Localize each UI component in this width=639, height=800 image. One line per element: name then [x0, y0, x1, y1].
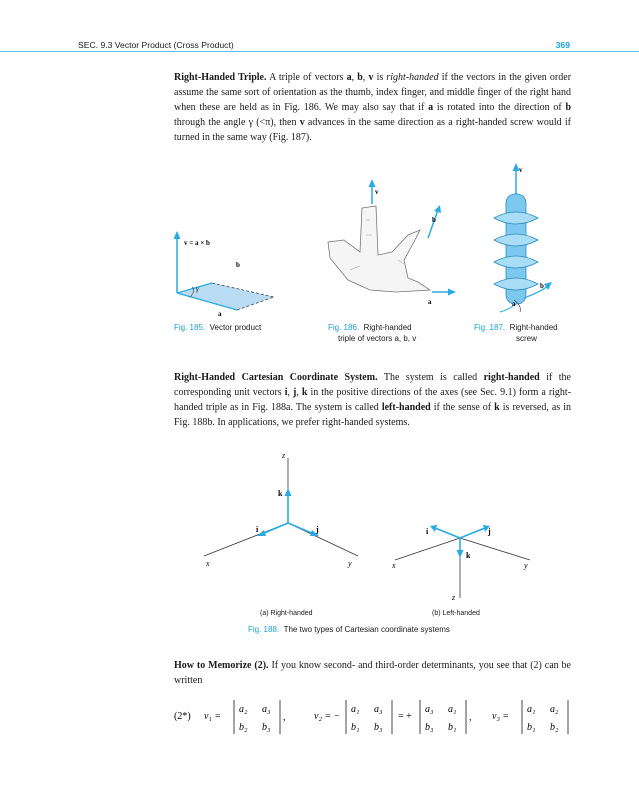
svg-text:,: , — [283, 712, 286, 723]
formula-tag: (2*) — [174, 711, 191, 722]
fig185-caption: Fig. 185. Vector product — [174, 323, 262, 332]
fig186-caption: Fig. 186. Right-handed triple of vectors a, b, v — [328, 323, 417, 343]
fig185-v-label: v = a × b — [184, 239, 210, 247]
fig188b-k-label: k — [466, 551, 471, 560]
fig187-b-label: b — [540, 282, 544, 290]
fig188a-i-label: i — [256, 525, 259, 534]
fig186-a-label: a — [428, 298, 432, 306]
fig185-a-label: a — [218, 310, 222, 318]
page-number: 369 — [555, 40, 570, 50]
fig187-caption: Fig. 187. Right-handed screw — [474, 323, 558, 343]
fig188a-subcaption: (a) Right-handed — [260, 610, 313, 617]
fig186-v-label: v — [375, 188, 379, 196]
fig188b-i-label: i — [426, 527, 429, 536]
svg-text:,: , — [469, 712, 472, 723]
fig186-vector-b — [428, 210, 438, 238]
fig188-diagram — [190, 448, 550, 608]
fig188b-x-label: x — [392, 561, 396, 570]
section-title: SEC. 9.3 Vector Product (Cross Product) — [78, 40, 234, 50]
paragraph-cartesian: Right-Handed Cartesian Coordinate System. The system is called right-handed if the corresponding unit vectors i, j, k in the positive directions of the axes (see Sec. 9.1) form a right-handed triple as in Fig. 188a. The system is called left-handed if the sense of k is reversed, as in Fig. 188b. In applications, we prefer right-handed systems. — [174, 372, 572, 428]
fig185-gamma-label: γ — [196, 285, 199, 293]
svg-text:b₃: b₃ — [425, 722, 434, 733]
fig188b-z-label: z — [452, 593, 456, 602]
fig186-b-label: b — [432, 216, 436, 224]
formula-2star — [174, 690, 571, 740]
fig188b-j-label: j — [488, 527, 491, 536]
svg-text:a₃: a₃ — [262, 704, 271, 715]
svg-text:a₃: a₃ — [374, 704, 383, 715]
svg-text:b₁: b₁ — [351, 722, 360, 733]
svg-text:b₃: b₃ — [262, 722, 271, 733]
fig188b-i-vector — [435, 528, 460, 538]
fig185-diagram — [172, 225, 282, 320]
svg-text:b₁: b₁ — [448, 722, 457, 733]
fig188a-j-label: j — [316, 525, 319, 534]
header-rule — [0, 51, 639, 52]
svg-text:a₂: a₂ — [239, 704, 248, 715]
svg-text:a₁: a₁ — [351, 704, 360, 715]
fig188a-z-label: z — [282, 451, 286, 460]
paragraph-heading: Right-Handed Cartesian Coordinate System. — [174, 372, 378, 383]
fig187-a-label: a — [512, 300, 516, 308]
svg-text:b₁: b₁ — [527, 722, 536, 733]
formula-v2: v₂ = − — [314, 711, 341, 722]
fig188a-k-label: k — [278, 489, 283, 498]
fig188a-i-vector — [262, 523, 288, 534]
formula-v1: v₁ = — [204, 711, 222, 722]
paragraph-heading: Right-Handed Triple. — [174, 72, 267, 83]
svg-text:a₁: a₁ — [448, 704, 457, 715]
fig188b-subcaption: (b) Left-handed — [432, 610, 480, 617]
svg-text:b₂: b₂ — [239, 722, 248, 733]
fig188a-x-label: x — [206, 559, 210, 568]
fig188a-axes — [204, 458, 358, 556]
paragraph-right-handed-triple: Right-Handed Triple. A triple of vectors a, b, v is right-handed if the vectors in the given order assume the same sort of orientation as the thumb, index finger, and middle finger of the right hand when these are held as in Fig. 186. We may also say that if a is rotated into the direction of b through the angle γ (<π), then v advances in the same direction as a right-handed screw would if turned in the same way (Fig. 187). — [174, 72, 572, 143]
svg-text:b₂: b₂ — [550, 722, 559, 733]
fig188-caption: Fig. 188. The two types of Cartesian coordinate systems — [248, 625, 450, 634]
fig188a-j-vector — [288, 523, 314, 534]
fig186-hand — [328, 206, 430, 292]
svg-text:a₃: a₃ — [425, 704, 434, 715]
fig185-b-label: b — [236, 261, 240, 269]
fig188b-axes — [395, 525, 530, 598]
formula-v3: v₃ = — [492, 711, 510, 722]
svg-text:a₂: a₂ — [550, 704, 559, 715]
fig188b-y-label: y — [524, 561, 528, 570]
fig187-diagram — [480, 160, 570, 320]
svg-text:= +: = + — [398, 711, 412, 722]
svg-text:b₃: b₃ — [374, 722, 383, 733]
paragraph-heading: How to Memorize (2). — [174, 660, 269, 671]
fig187-v-label: v — [519, 166, 523, 174]
fig188a-y-label: y — [348, 559, 352, 568]
svg-text:a₁: a₁ — [527, 704, 536, 715]
paragraph-memorize: How to Memorize (2). If you know second- and third-order determinants, you see that (2) can be written — [174, 660, 571, 686]
fig186-diagram — [300, 180, 460, 320]
fig188b-j-vector — [460, 528, 485, 538]
